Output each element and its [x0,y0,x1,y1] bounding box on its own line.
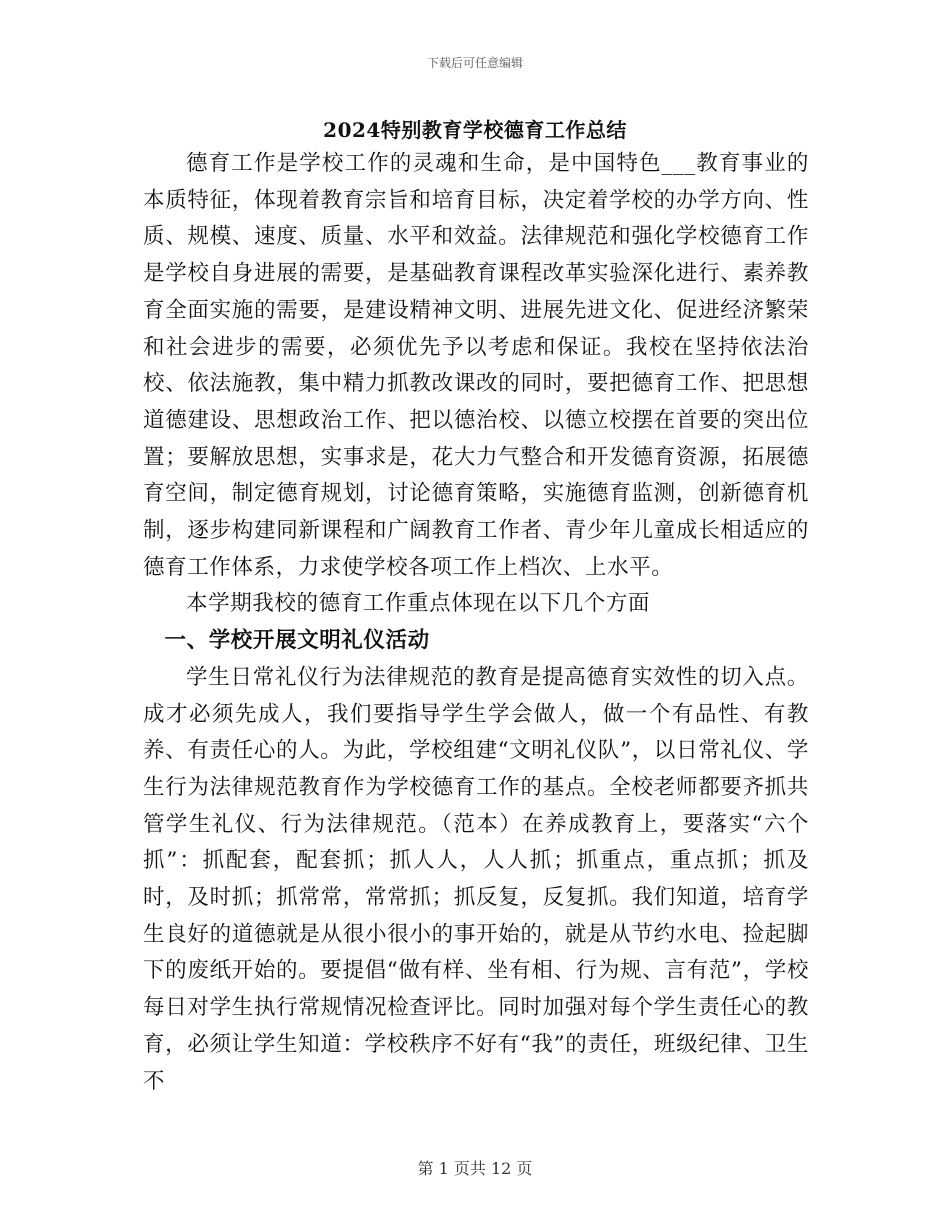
section-1-paragraph: 学生日常礼仪行为法律规范的教育是提高德育实效性的切入点。成才必须先成人，我们要指导学生学会做人，做一个有品性、有教养、有责任心的人。为此，学校组建“文明礼仪队”，以日常礼仪、学生行为法律规范教育作为学校德育工作的基点。全校老师都要齐抓共管学生礼仪、行为法律规范。（范本）在养成教育上，要落实“六个抓”：抓配套，配套抓；抓人人，人人抓；抓重点，重点抓；抓及时，及时抓；抓常常，常常抓；抓反复，反复抓。我们知道，培育学生良好的道德就是从很小很小的事开始的，就是从节约水电、捡起脚下的废纸开始的。要提倡“做有样、坐有相、行为规、言有范”，学校每日对学生执行常规情况检查评比。同时加强对每个学生责任心的教育，必须让学生知道：学校秩序不好有“我”的责任，班级纪律、卫生不 [143,664,809,1094]
body-paragraph-intro: 德育工作是学校工作的灵魂和生命，是中国特色___教育事业的本质特征，体现着教育宗旨和培育目标，决定着学校的办学方向、性质、规模、速度、质量、水平和效益。法律规范和强化学校德育工作是学校自身进展的需要，是基础教育课程改革实验深化进行、素养教育全面实施的需要，是建设精神文明、进展先进文化、促进经济繁荣和社会进步的需要，必须优先予以考虑和保证。我校在坚持依法治校、依法施教，集中精力抓教改课改的同时，要把德育工作、把思想道德建设、思想政治工作、把以德治校、以德立校摆在首要的突出位置；要解放思想，实事求是，花大力气整合和开发德育资源，拓展德育空间，制定德育规划，讨论德育策略，实施德育监测，创新德育机制，逐步构建同新课程和广阔教育工作者、青少年儿童成长相适应的德育工作体系，力求使学校各项工作上档次、上水平。 [143,151,809,580]
document-title: 2024特别教育学校德育工作总结 [323,118,627,142]
body-paragraph-focus: 本学期我校的德育工作重点体现在以下几个方面 [186,591,651,617]
header-note: 下载后可任意编辑 [426,56,523,70]
section-heading-1: 一、学校开展文明礼仪活动 [164,628,430,654]
page-number: 第 1 页共 12 页 [417,1159,533,1178]
document-body [143,146,809,1100]
